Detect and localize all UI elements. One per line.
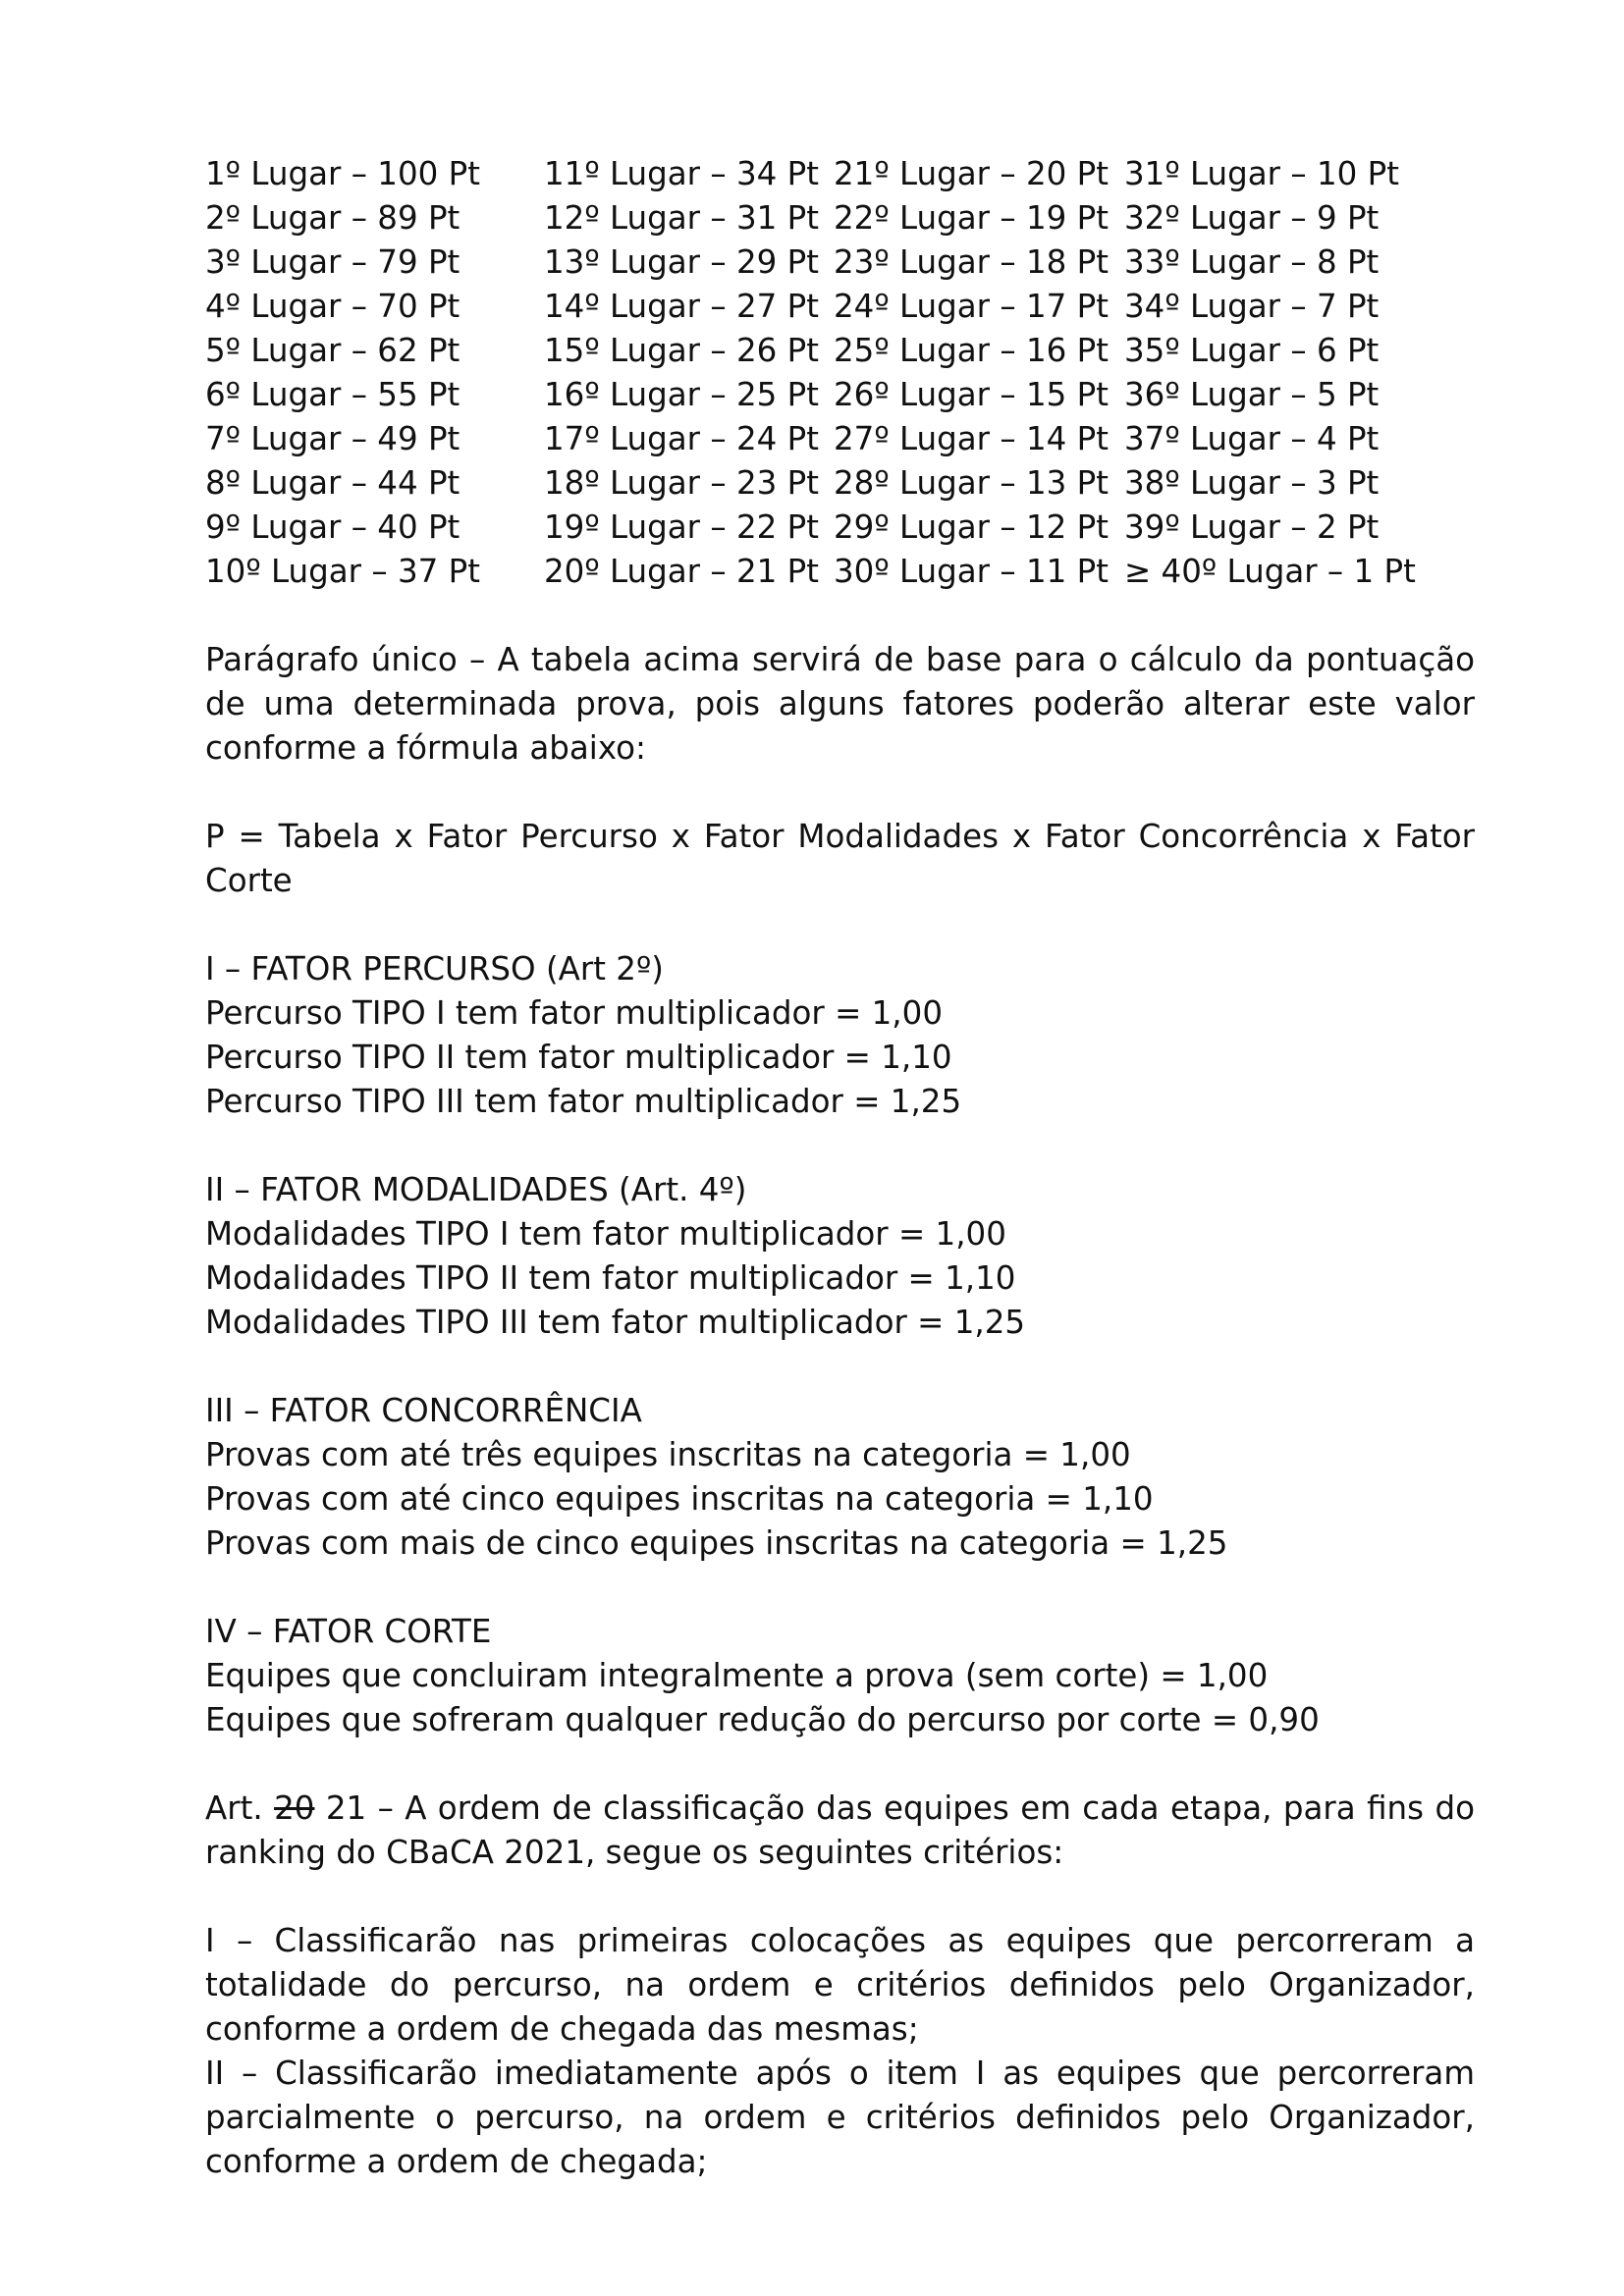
factor-line: Provas com mais de cinco equipes inscritas na categoria = 1,25 <box>205 1524 1228 1562</box>
points-cell: 26º Lugar – 15 Pt <box>834 376 1109 413</box>
points-cell: 34º Lugar – 7 Pt <box>1124 288 1380 325</box>
points-cell: 3º Lugar – 79 Pt <box>205 243 460 281</box>
factor-line: Percurso TIPO III tem fator multiplicador = 1,25 <box>205 1083 962 1120</box>
points-cell: 35º Lugar – 6 Pt <box>1124 332 1380 369</box>
points-cell: 12º Lugar – 31 Pt <box>544 199 819 237</box>
points-cell: 30º Lugar – 11 Pt <box>834 553 1109 590</box>
points-cell: 28º Lugar – 13 Pt <box>834 464 1109 502</box>
factor-line: Equipes que sofreram qualquer redução do percurso por corte = 0,90 <box>205 1701 1320 1738</box>
points-cell: 16º Lugar – 25 Pt <box>544 376 819 413</box>
points-table-row <box>205 417 1475 461</box>
points-cell: 1º Lugar – 100 Pt <box>205 155 480 192</box>
points-table-row <box>205 196 1475 240</box>
points-table-row <box>205 550 1475 594</box>
factor-line: Modalidades TIPO II tem fator multiplicador = 1,10 <box>205 1259 1016 1297</box>
points-table-row <box>205 285 1475 329</box>
factor-line: Modalidades TIPO III tem fator multiplicador = 1,25 <box>205 1304 1026 1341</box>
points-cell: 23º Lugar – 18 Pt <box>834 243 1109 281</box>
points-cell: 36º Lugar – 5 Pt <box>1124 376 1380 413</box>
points-table-row <box>205 373 1475 417</box>
fator-concorrencia-section <box>205 1389 1475 1566</box>
points-cell: 19º Lugar – 22 Pt <box>544 508 819 546</box>
pontuacao-formula: P = Tabela x Fator Percurso x Fator Modalidades x Fator Concorrência x Fator Corte <box>205 818 1475 899</box>
points-cell: 27º Lugar – 14 Pt <box>834 420 1109 457</box>
points-table-row <box>205 461 1475 506</box>
points-cell: 7º Lugar – 49 Pt <box>205 420 460 457</box>
points-table-row <box>205 329 1475 373</box>
points-cell: 32º Lugar – 9 Pt <box>1124 199 1380 237</box>
points-cell: 6º Lugar – 55 Pt <box>205 376 460 413</box>
points-cell: 17º Lugar – 24 Pt <box>544 420 819 457</box>
points-cell: 21º Lugar – 20 Pt <box>834 155 1109 192</box>
points-cell: ≥ 40º Lugar – 1 Pt <box>1124 553 1416 590</box>
points-table-row <box>205 152 1475 196</box>
paragrafo-unico: Parágrafo único – A tabela acima servirá de base para o cálculo da pontuação de uma determinada prova, pois alguns fatores poderão alterar este valor conforme a fórmula abaixo: <box>205 641 1475 767</box>
article-struck-number: 20 <box>274 1789 315 1827</box>
criterio-item: I – Classificarão nas primeiras colocações as equipes que percorreram a totalidade do percurso, na ordem e critérios definidos pelo Organizador, conforme a ordem de chegada das mesmas; <box>205 1922 1475 2048</box>
points-cell: 24º Lugar – 17 Pt <box>834 288 1109 325</box>
points-table-row <box>205 506 1475 550</box>
points-cell: 20º Lugar – 21 Pt <box>544 553 819 590</box>
points-cell: 31º Lugar – 10 Pt <box>1124 155 1399 192</box>
points-cell: 4º Lugar – 70 Pt <box>205 288 460 325</box>
factor-line: Equipes que concluiram integralmente a prova (sem corte) = 1,00 <box>205 1657 1269 1694</box>
criterio-item: II – Classificarão imediatamente após o item I as equipes que percorreram parcialmente o percurso, na ordem e critérios definidos pelo Organizador, conforme a ordem de chegada; <box>205 2055 1475 2180</box>
points-cell: 5º Lugar – 62 Pt <box>205 332 460 369</box>
points-cell: 14º Lugar – 27 Pt <box>544 288 819 325</box>
points-cell: 18º Lugar – 23 Pt <box>544 464 819 502</box>
points-cell: 29º Lugar – 12 Pt <box>834 508 1109 546</box>
points-cell: 9º Lugar – 40 Pt <box>205 508 460 546</box>
factor-line: Percurso TIPO II tem fator multiplicador = 1,10 <box>205 1039 952 1076</box>
points-cell: 8º Lugar – 44 Pt <box>205 464 460 502</box>
article-text: – A ordem de classificação das equipes em cada etapa, para fins do ranking do CBaCA 2021, segue os seguintes critérios: <box>205 1789 1475 1871</box>
points-cell: 39º Lugar – 2 Pt <box>1124 508 1380 546</box>
points-cell: 22º Lugar – 19 Pt <box>834 199 1109 237</box>
points-cell: 38º Lugar – 3 Pt <box>1124 464 1380 502</box>
points-table <box>205 152 1475 594</box>
points-cell: 11º Lugar – 34 Pt <box>544 155 819 192</box>
points-cell: 10º Lugar – 37 Pt <box>205 553 480 590</box>
points-cell: 15º Lugar – 26 Pt <box>544 332 819 369</box>
points-cell: 37º Lugar – 4 Pt <box>1124 420 1380 457</box>
article-prefix: Art. <box>205 1789 263 1827</box>
points-cell: 13º Lugar – 29 Pt <box>544 243 819 281</box>
section-heading: IV – FATOR CORTE <box>205 1613 492 1650</box>
fator-corte-section <box>205 1610 1475 1742</box>
article-paragraph <box>205 1787 1475 1875</box>
document-page <box>205 152 1475 2184</box>
points-table-row <box>205 240 1475 285</box>
article-number: 21 <box>325 1789 367 1827</box>
points-cell: 33º Lugar – 8 Pt <box>1124 243 1380 281</box>
section-heading: II – FATOR MODALIDADES (Art. 4º) <box>205 1171 747 1208</box>
factor-line: Percurso TIPO I tem fator multiplicador = 1,00 <box>205 994 943 1032</box>
fator-percurso-section <box>205 947 1475 1124</box>
factor-line: Modalidades TIPO I tem fator multiplicador = 1,00 <box>205 1215 1006 1253</box>
factor-line: Provas com até cinco equipes inscritas na categoria = 1,10 <box>205 1480 1154 1518</box>
points-cell: 2º Lugar – 89 Pt <box>205 199 460 237</box>
factor-line: Provas com até três equipes inscritas na categoria = 1,00 <box>205 1436 1131 1473</box>
fator-modalidades-section <box>205 1168 1475 1345</box>
section-heading: I – FATOR PERCURSO (Art 2º) <box>205 950 664 988</box>
section-heading: III – FATOR CONCORRÊNCIA <box>205 1392 642 1429</box>
points-cell: 25º Lugar – 16 Pt <box>834 332 1109 369</box>
